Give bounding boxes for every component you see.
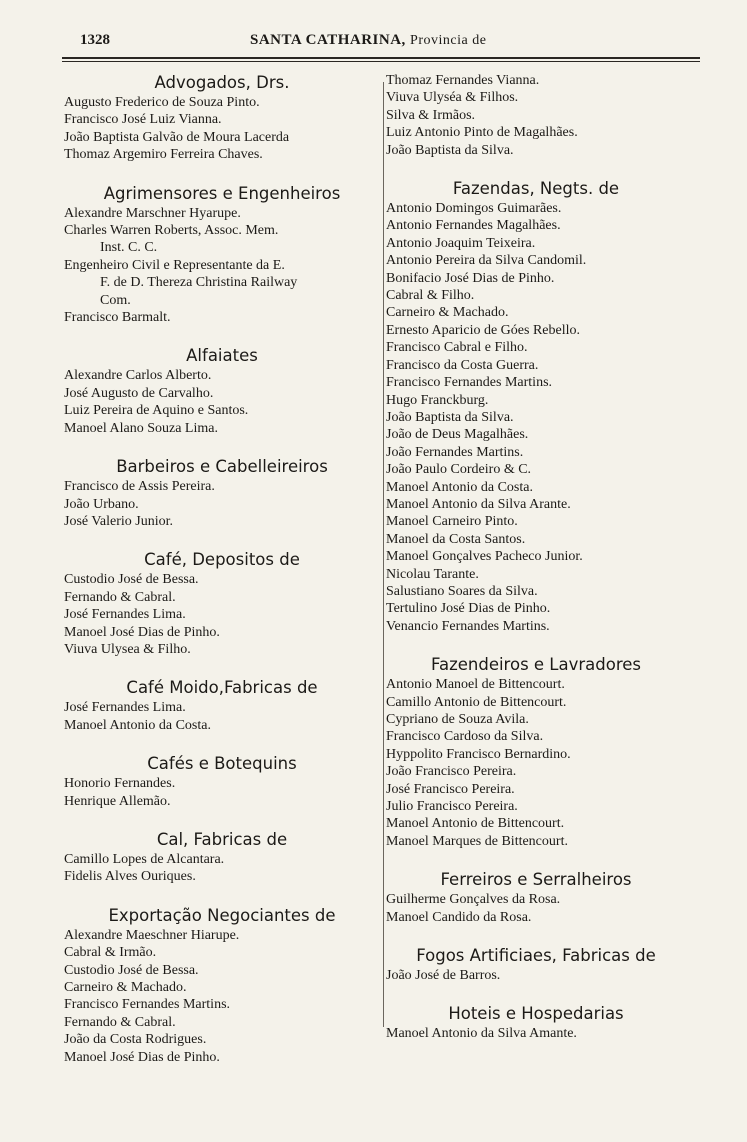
section-barbeiros <box>64 456 380 530</box>
list-item: Nicolau Tarante. <box>386 566 479 582</box>
list-item: Luiz Antonio Pinto de Magalhães. <box>386 125 578 141</box>
list-item: Tertulino José Dias de Pinho. <box>386 601 551 617</box>
section-heading: Advogados, Drs. <box>154 73 290 92</box>
list-item: José Fernandes Lima. <box>64 700 186 716</box>
list-item: Francisco Cabral e Filho. <box>386 340 528 356</box>
list-item: Bonifacio José Dias de Pinho. <box>386 270 555 286</box>
section-cal-fabricas <box>64 829 380 886</box>
header-rule <box>62 57 700 59</box>
list-item: Hyppolito Francisco Bernardino. <box>386 746 571 762</box>
list-item: João Baptista Galvão de Moura Lacerda <box>64 129 290 145</box>
list-item: Custodio José de Bessa. <box>64 962 199 978</box>
list-item: Alexandre Maeschner Hiarupe. <box>64 927 240 943</box>
list-item: Antonio Pereira da Silva Candomil. <box>386 253 587 269</box>
list-item: Engenheiro Civil e Representante da E. <box>64 257 285 273</box>
section-heading: Cafés e Botequins <box>147 754 297 774</box>
list-item: Fernando & Cabral. <box>64 1014 176 1030</box>
section-alfaiates <box>64 345 380 437</box>
list-item: Hugo Franckburg. <box>386 392 489 408</box>
list-item: Ernesto Aparicio de Góes Rebello. <box>386 322 581 338</box>
list-item: Viuva Ulyséa & Filhos. <box>386 90 519 106</box>
section-fogos-artificiaes <box>386 945 686 984</box>
list-item: José Fernandes Lima. <box>64 607 186 623</box>
list-item: Cypriano de Souza Avila. <box>386 712 529 727</box>
list-item: João José de Barros. <box>386 968 501 984</box>
section-heading: Alfaiates <box>186 346 258 366</box>
list-item: Luiz Pereira de Aquino e Santos. <box>64 403 249 419</box>
list-item: Camillo Lopes de Alcantara. <box>64 851 225 867</box>
list-item: João Paulo Cordeiro & C. <box>386 462 532 478</box>
list-item: Manoel Antonio da Silva Amante. <box>386 1026 577 1042</box>
list-item: Francisco de Assis Pereira. <box>64 479 215 495</box>
section-hoteis <box>386 1003 686 1042</box>
list-item: Viuva Ulysea & Filho. <box>64 641 191 657</box>
list-item: José Valerio Junior. <box>64 513 174 529</box>
section-heading: Barbeiros e Cabelleireiros <box>116 457 328 477</box>
page-header <box>60 32 700 54</box>
section-heading: Exportação Negociantes de <box>108 905 336 925</box>
section-heading: Hoteis e Hospedarias <box>448 1004 624 1024</box>
list-item: Manoel Gonçalves Pacheco Junior. <box>386 549 583 565</box>
section-heading: Fogos Artificiaes, Fabricas de <box>416 946 656 966</box>
list-item: Manoel Marques de Bittencourt. <box>386 833 568 849</box>
list-item: Salustiano Soares da Silva. <box>386 583 538 599</box>
header-rule-thin <box>62 61 700 62</box>
list-item: Manoel José Dias de Pinho. <box>64 1049 220 1065</box>
section-fazendeiros <box>386 654 686 850</box>
section-cafes-botequins <box>64 753 380 810</box>
left-column <box>64 72 380 1066</box>
section-agrimensores <box>64 183 380 327</box>
section-heading: Fazendeiros e Lavradores <box>430 655 642 675</box>
list-item: Manoel Antonio de Bittencourt. <box>386 816 565 832</box>
section-heading: Ferreiros e Serralheiros <box>440 870 632 890</box>
list-item: José Francisco Pereira. <box>386 781 515 797</box>
list-item: Thomaz Argemiro Ferreira Chaves. <box>64 147 263 163</box>
running-title-sub: Provincia de <box>410 33 487 48</box>
list-item: João Urbano. <box>64 496 139 512</box>
list-item: Guilherme Gonçalves da Rosa. <box>386 892 561 908</box>
section-ferreiros <box>386 869 686 926</box>
section-continuation <box>386 72 686 159</box>
section-heading: Agrimensores e Engenheiros <box>103 183 341 203</box>
list-item: Henrique Allemão. <box>64 793 171 809</box>
list-item: Manoel Antonio da Costa. <box>64 717 211 733</box>
list-item: Francisco Fernandes Martins. <box>386 375 553 391</box>
list-item: Thomaz Fernandes Vianna. <box>386 73 540 88</box>
list-item: Carneiro & Machado. <box>64 980 187 995</box>
list-item: Com. <box>100 292 131 308</box>
list-item: Charles Warren Roberts, Assoc. Mem. <box>64 223 279 239</box>
section-heading: Café Moido,Fabricas de <box>126 678 318 698</box>
list-item: Manoel Carneiro Pinto. <box>386 514 518 530</box>
page-number: 1328 <box>80 32 110 48</box>
section-cafe-moido <box>64 677 380 734</box>
list-item: Alexandre Carlos Alberto. <box>64 368 212 384</box>
running-title <box>250 32 486 49</box>
list-item: Manoel José Dias de Pinho. <box>64 624 220 640</box>
section-heading: Café, Depositos de <box>144 550 300 570</box>
list-item: Francisco José Luiz Vianna. <box>64 112 222 128</box>
list-item: João da Costa Rodrigues. <box>64 1032 207 1048</box>
list-item: Custodio José de Bessa. <box>64 572 199 588</box>
section-cafe-depositos <box>64 549 380 658</box>
list-item: José Augusto de Carvalho. <box>64 385 214 401</box>
list-item: Manoel Alano Souza Lima. <box>64 420 218 436</box>
list-item: Francisco Fernandes Martins. <box>64 997 231 1013</box>
list-item: Antonio Manoel de Bittencourt. <box>386 677 565 693</box>
list-item: Julio Francisco Pereira. <box>386 799 518 815</box>
section-exportacao <box>64 905 380 1066</box>
list-item: Antonio Fernandes Magalhães. <box>386 218 561 234</box>
list-item: Cabral & Filho. <box>386 288 475 304</box>
list-item: Alexandre Marschner Hyarupe. <box>64 205 241 221</box>
list-item: Cabral & Irmão. <box>64 945 157 961</box>
list-item: Inst. C. C. <box>100 240 158 256</box>
section-heading: Cal, Fabricas de <box>156 829 288 849</box>
list-item: Venancio Fernandes Martins. <box>386 618 550 634</box>
column-divider <box>383 82 384 1027</box>
list-item: Augusto Frederico de Souza Pinto. <box>64 95 260 110</box>
list-item: Antonio Joaquim Teixeira. <box>386 235 536 251</box>
list-item: João Baptista da Silva. <box>386 142 514 158</box>
section-fazendas <box>386 178 686 635</box>
right-column <box>386 72 686 1043</box>
list-item: Francisco Barmalt. <box>64 310 171 326</box>
list-item: Manoel Candido da Rosa. <box>386 909 532 925</box>
list-item: Carneiro & Machado. <box>386 305 509 321</box>
list-item: Francisco Cardoso da Silva. <box>386 729 544 745</box>
list-item: F. de D. Thereza Christina Railway <box>100 275 298 291</box>
list-item: João Francisco Pereira. <box>386 764 517 780</box>
list-item: Manoel da Costa Santos. <box>386 531 526 547</box>
list-item: João de Deus Magalhães. <box>386 427 529 443</box>
list-item: Fernando & Cabral. <box>64 589 176 605</box>
list-item: Antonio Domingos Guimarães. <box>386 201 562 217</box>
list-item: Fidelis Alves Ouriques. <box>64 869 196 885</box>
section-heading: Fazendas, Negts. de <box>452 179 620 199</box>
list-item: Manoel Antonio da Silva Arante. <box>386 496 571 512</box>
running-title-main: SANTA CATHARINA, <box>250 32 406 48</box>
section-advogados <box>64 72 380 164</box>
list-item: Silva & Irmãos. <box>386 107 476 123</box>
list-item: Manoel Antonio da Costa. <box>386 479 533 495</box>
list-item: João Baptista da Silva. <box>386 409 514 425</box>
list-item: Camillo Antonio de Bittencourt. <box>386 694 567 710</box>
list-item: Honorio Fernandes. <box>64 776 176 792</box>
list-item: Francisco da Costa Guerra. <box>386 357 539 373</box>
list-item: João Fernandes Martins. <box>386 444 524 460</box>
